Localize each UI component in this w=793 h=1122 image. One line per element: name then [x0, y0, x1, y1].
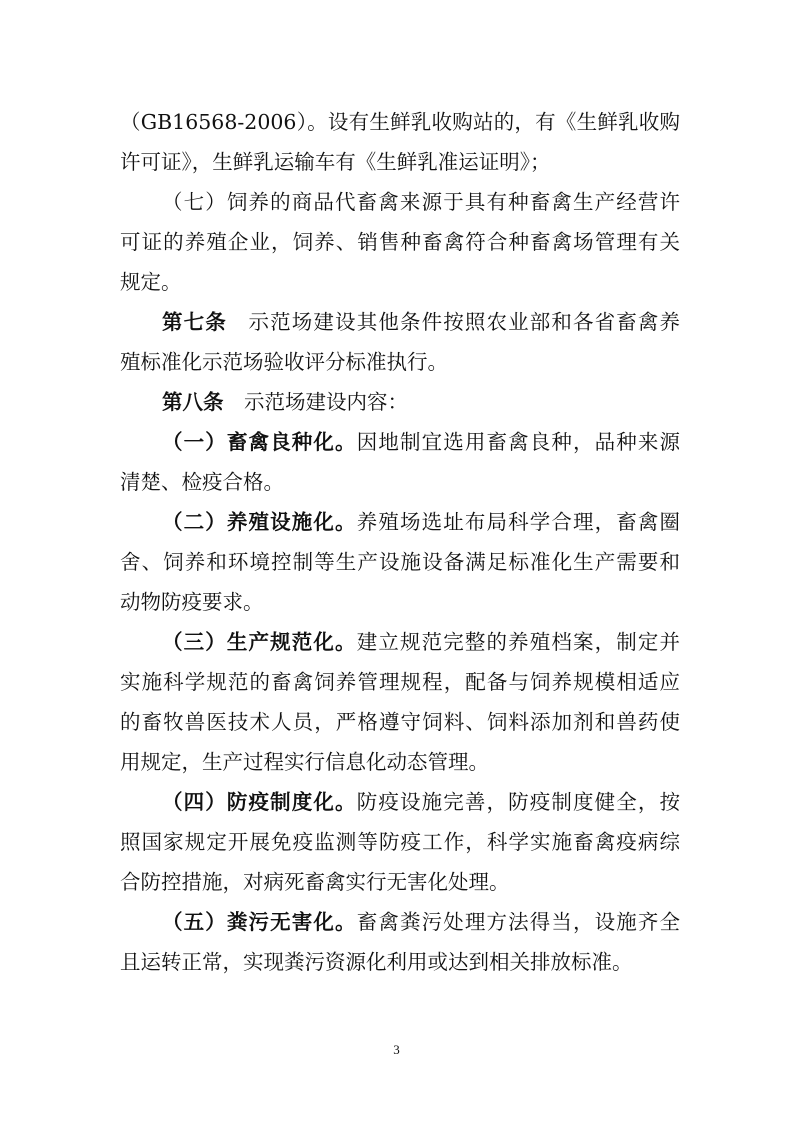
paragraph-line: 许可证》，生鲜乳运输车有《生鲜乳准运证明》； — [120, 150, 551, 174]
item-5-heading: （五）粪污无害化。 — [162, 910, 357, 934]
paragraph-line: （GB16568-2006）。设有生鲜乳收购站的，有《生鲜乳收购 — [120, 110, 680, 134]
item-5-text: 畜禽粪污处理方法得当，设施齐全 — [356, 910, 681, 934]
paragraph-line: 动物防疫要求。 — [120, 590, 264, 614]
article-7-heading: 第七条 — [162, 310, 227, 334]
paragraph-line: 舍、饲养和环境控制等生产设施设备满足标准化生产需要和 — [120, 550, 680, 574]
item-3-line — [162, 630, 680, 654]
paragraph-line: 规定。 — [120, 270, 182, 294]
paragraph-line: 且运转正常，实现粪污资源化利用或达到相关排放标准。 — [120, 950, 633, 974]
item-3-text: 建立规范完整的养殖档案，制定并 — [356, 630, 681, 654]
paragraph-line: 用规定，生产过程实行信息化动态管理。 — [120, 750, 489, 774]
article-7-line — [162, 310, 680, 334]
paragraph-line: 照国家规定开展免疫监测等防疫工作，科学实施畜禽疫病综 — [120, 830, 680, 854]
item-3-heading: （三）生产规范化。 — [162, 630, 357, 654]
paragraph-line: 清楚、检疫合格。 — [120, 470, 284, 494]
article-7-text: 示范场建设其他条件按照农业部和各省畜禽养 — [247, 310, 681, 334]
item-4-line — [162, 790, 680, 814]
paragraph-line: 殖标准化示范场验收评分标准执行。 — [120, 350, 448, 374]
item-1-heading: （一）畜禽良种化。 — [162, 430, 357, 454]
article-8-line — [162, 390, 680, 414]
paragraph-line: 实施科学规范的畜禽饲养管理规程，配备与饲养规模相适应 — [120, 670, 680, 694]
item-2-heading: （二）养殖设施化。 — [162, 510, 357, 534]
item-4-text: 防疫设施完善，防疫制度健全，按 — [356, 790, 681, 814]
paragraph-line: 可证的养殖企业，饲养、销售种畜禽符合种畜禽场管理有关 — [120, 230, 680, 254]
article-8-text: 示范场建设内容： — [244, 390, 408, 414]
page-number: 3 — [393, 1042, 400, 1057]
item-2-text: 养殖场选址布局科学合理，畜禽圈 — [356, 510, 681, 534]
article-8-heading: 第八条 — [162, 390, 224, 414]
item-5-line — [162, 910, 680, 934]
paragraph-line: 的畜牧兽医技术人员，严格遵守饲料、饲料添加剂和兽药使 — [120, 710, 680, 734]
item-1-line — [162, 430, 680, 454]
paragraph-line: （七）饲养的商品代畜禽来源于具有种畜禽生产经营许 — [162, 190, 680, 214]
item-4-heading: （四）防疫制度化。 — [162, 790, 357, 814]
item-2-line — [162, 510, 680, 534]
item-1-text: 因地制宜选用畜禽良种，品种来源 — [356, 430, 681, 454]
paragraph-line: 合防控措施，对病死畜禽实行无害化处理。 — [120, 870, 510, 894]
